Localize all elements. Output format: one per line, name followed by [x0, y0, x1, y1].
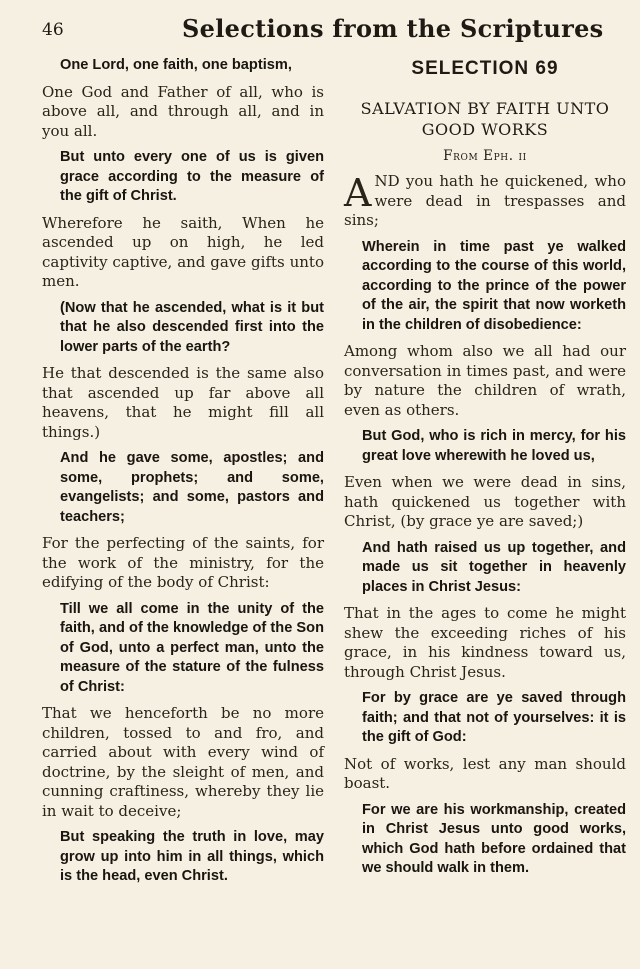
verse-leader: For we are his workmanship, created in Christ Jesus unto good works, which God hath before ordained that we should walk in them. [362, 801, 626, 876]
verse-people: One God and Father of all, who is above all, and through all, and in you all. [42, 82, 324, 140]
page-number: 46 [42, 20, 64, 40]
right-column [344, 56, 626, 949]
verse-leader: But unto every one of us is given grace according to the measure of the gift of Christ. [60, 149, 324, 204]
verse-people: That in the ages to come he might shew the exceeding riches of his grace, in his kindness toward us, through Christ Jesus. [344, 604, 626, 681]
left-column [42, 56, 324, 949]
verse-leader: And hath raised us up together, and made us sit together in heavenly places in Christ Jesus: [362, 539, 626, 595]
verse-leader: And he gave some, apostles; and some, prophets; and some, evangelists; and some, pastors and teachers; [60, 450, 324, 525]
verse-leader: One Lord, one faith, one baptism, [60, 57, 292, 73]
verse-people: Among whom also we all had our conversation in times past, and were by nature the children of wrath, even as others. [344, 342, 626, 419]
running-title: Selections from the Scriptures [182, 14, 604, 43]
verse-leader: But speaking the truth in love, may grow up into him in all things, which is the head, even Christ. [60, 829, 324, 884]
verse-people: For the perfecting of the saints, for the work of the ministry, for the edifying of the body of Christ: [42, 534, 324, 591]
drop-cap: A [344, 171, 372, 215]
verse-people: Not of works, lest any man should boast. [344, 754, 626, 792]
page-header [42, 14, 622, 48]
verse-leader: Wherein in time past ye walked according to the course of this world, according to the prince of the power of the air, the spirit that now worketh in the children of disobedience: [362, 238, 626, 333]
selection-number: SELECTION 69 [411, 58, 559, 79]
first-verse-text: ND you hath he quickened, who were dead in trespasses and sins; [344, 172, 626, 229]
verse-people-first [344, 172, 626, 231]
selection-title: SALVATION BY FAITH UNTO GOOD WORKS [360, 99, 610, 139]
verse-leader: (Now that he ascended, what is it but that he also descended first into the lower parts of the earth? [60, 299, 324, 355]
verse-leader: Till we all come in the unity of the faith, and of the knowledge of the Son of God, unto a perfect man, unto the measure of the stature of the fulness of Christ: [60, 600, 324, 695]
verse-people: That we henceforth be no more children, tossed to and fro, and carried about with every wind of doctrine, by the sleight of men, and cunning craftiness, whereby they lie in wait to deceive; [42, 704, 324, 820]
verse-leader: But God, who is rich in mercy, for his great love wherewith he loved us, [362, 428, 626, 464]
verse-people: He that descended is the same also that ascended up far above all heavens, that he might fill all things.) [42, 364, 324, 441]
verse-people: Wherefore he saith, When he ascended up on high, he led captivity captive, and gave gifts unto men. [42, 213, 324, 290]
selection-source: From Eph. ii [443, 148, 527, 164]
verse-people: Even when we were dead in sins, hath quickened us together with Christ, (by grace ye are saved;) [344, 473, 626, 530]
verse-leader: For by grace are ye saved through faith; and that not of yourselves: it is the gift of God: [362, 690, 626, 745]
